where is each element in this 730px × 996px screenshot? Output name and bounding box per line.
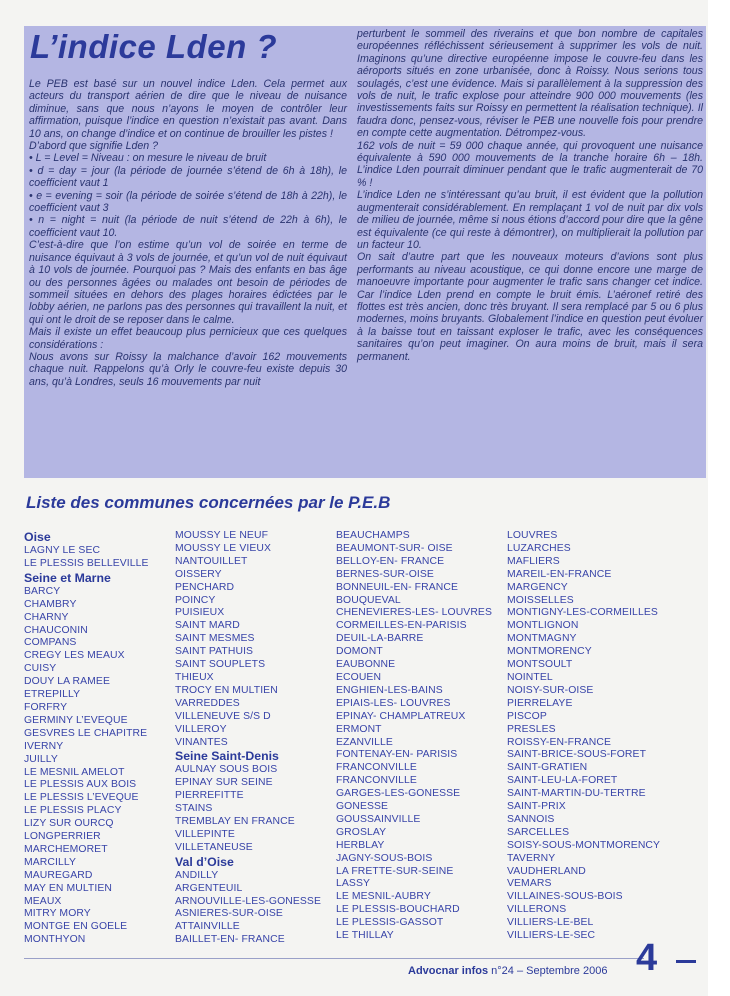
communes-column-2 — [175, 530, 321, 947]
commune-item: MAFLIERS — [507, 555, 560, 567]
commune-item: SAINT-MARTIN-DU-TERTRE — [507, 788, 646, 800]
commune-item: MOISSELLES — [507, 594, 574, 606]
commune-item: FORFRY — [24, 701, 68, 713]
commune-item: ERMONT — [336, 723, 382, 735]
commune-item: TAVERNY — [507, 852, 556, 864]
commune-item: EPINAY SUR SEINE — [175, 777, 273, 789]
commune-item: BERNES-SUR-OISE — [336, 568, 434, 580]
commune-item: MAREIL-EN-FRANCE — [507, 568, 612, 580]
commune-item: LE MESNIL-AUBRY — [336, 891, 431, 903]
commune-item: BEAUMONT-SUR- OISE — [336, 542, 453, 554]
commune-item: EZANVILLE — [336, 736, 393, 748]
commune-item: LE PLESSIS L’EVEQUE — [24, 792, 139, 804]
commune-item: SAINT SOUPLETS — [175, 659, 266, 671]
page-number: 4 — [636, 937, 658, 979]
commune-item: NOISY-SUR-OISE — [507, 684, 594, 696]
commune-item: SAINT MARD — [175, 620, 240, 632]
commune-item: GARGES-LES-GONESSE — [336, 788, 461, 800]
communes-column-3 — [336, 530, 492, 943]
commune-item: BONNEUIL-EN- FRANCE — [336, 581, 458, 593]
commune-item: OISSERY — [175, 568, 222, 580]
commune-item: LE THILLAY — [336, 930, 394, 942]
commune-item: SAINT PATHUIS — [175, 646, 254, 658]
commune-item: TREMBLAY EN FRANCE — [175, 816, 295, 828]
commune-item: PUISIEUX — [175, 607, 225, 619]
commune-item: ECOUEN — [336, 671, 382, 683]
article-paragraph: Nous avons sur Roissy la malchance d’avoir 162 mouvements chaque nuit. Rappelons qu’à Orly le couvre-feu existe depuis 30 ans, qu’à Londres, seuls 16 mouvements par nuit — [29, 350, 347, 388]
commune-item: SAINT-GRATIEN — [507, 762, 588, 774]
commune-item: SAINT-LEU-LA-FORET — [507, 775, 618, 787]
commune-item: SAINT MESMES — [175, 633, 255, 645]
commune-item: VEMARS — [507, 878, 552, 890]
commune-item: LIZY SUR OURCQ — [24, 818, 114, 830]
article-title: L’indice Lden ? — [30, 28, 278, 65]
commune-item: MONTMORENCY — [507, 646, 592, 658]
commune-item: PIERREFITTE — [175, 790, 244, 802]
article-paragraph: perturbent le sommeil des riverains et que bon nombre de capitales européennes réfléchissent sérieusement à supprimer les vols de nuit. Imaginons qu’une directive européenne impose le couvre-feu dans les aéroports situés en zone urbanisée, donc à Roissy. Nous serions tous soulagés, c’est une évidence. Mais si parallèlement à la suppression des vols de nuit, le trafic explose pour atteindre 900 000 mouvements (les investissements faits sur Roissy en permettent la réalisation technique). Il faudra donc, pensez-vous, réviser le PEB une nouvelle fois pour prendre en compte cette augmentation. Détrompez-vous. — [357, 28, 703, 140]
commune-item: LE PLESSIS PLACY — [24, 805, 122, 817]
commune-item: SOISY-SOUS-MONTMORENCY — [507, 839, 661, 851]
commune-item: LE PLESSIS-GASSOT — [336, 917, 444, 929]
commune-item: VAUDHERLAND — [507, 865, 586, 877]
commune-item: MITRY MORY — [24, 908, 91, 920]
commune-item: COMPANS — [24, 637, 77, 649]
commune-item: MAUREGARD — [24, 869, 93, 881]
article-left-column — [29, 78, 347, 388]
communes-column-4 — [507, 530, 660, 943]
region-heading: Val d’Oise — [175, 854, 234, 869]
commune-item: MONTSOULT — [507, 659, 573, 671]
commune-item: STAINS — [175, 803, 213, 815]
article-paragraph: • e = evening = soir (la période de soirée s’étend de 18h à 22h), le coefficient vaut 3 — [29, 189, 347, 215]
commune-item: MONTLIGNON — [507, 620, 579, 632]
commune-item: FRANCONVILLE — [336, 775, 417, 787]
region-heading: Oise — [24, 530, 51, 544]
commune-item: SANNOIS — [507, 813, 555, 825]
commune-item: DOUY LA RAMEE — [24, 676, 110, 688]
commune-item: FONTENAY-EN- PARISIS — [336, 749, 458, 761]
commune-item: EPINAY- CHAMPLATREUX — [336, 710, 466, 722]
commune-item: CUISY — [24, 663, 57, 675]
commune-item: TROCY EN MULTIEN — [175, 684, 278, 696]
commune-item: BEAUCHAMPS — [336, 530, 410, 541]
commune-item: LE MESNIL AMELOT — [24, 766, 125, 778]
commune-item: LASSY — [336, 878, 371, 890]
article-paragraph: D’abord que signifie Lden ? — [29, 140, 158, 153]
commune-item: EAUBONNE — [336, 659, 396, 671]
commune-item: PIERRELAYE — [507, 697, 573, 709]
commune-item: MONTHYON — [24, 934, 86, 946]
commune-item: GOUSSAINVILLE — [336, 813, 421, 825]
commune-item: BAILLET-EN- FRANCE — [175, 934, 285, 946]
article-paragraph: On sait d’autre part que les nouveaux moteurs d’avions sont plus performants au niveau acoustique, ce qui donne encore une marge de manoeuvre importante pour augmenter le trafic sans changer cet indice. Car l’indice Lden prend en compte le bruit émis. L’aéronef retiré des flottes est très ancien, donc très bruyant. Il sera remplacé par 5 ou 6 plus modernes, moins bruyants. Globalement l’indice en question peut évoluer à la baisse tout en taissant exploser le trafic, avec les conséquences sanitaires qu’on peut imaginer. On aura moins de bruit, mais il sera permanent. — [357, 251, 703, 363]
commune-item: ROISSY-EN-FRANCE — [507, 736, 611, 748]
commune-item: LE PLESSIS AUX BOIS — [24, 779, 137, 791]
region-heading: Seine et Marne — [24, 570, 111, 585]
commune-item: SAINT-PRIX — [507, 801, 566, 813]
article-paragraph: 162 vols de nuit = 59 000 chaque année, qui provoquent une nuisance équivalente à 590 000 mouvements de la tranche horaire 6h – 18h. L’indice Lden pourrait diminuer pendant que le trafic augmenterait de 70 % ! — [357, 139, 703, 189]
article-paragraph: Mais il existe un effet beaucoup plus pernicieux que ces quelques considérations : — [29, 326, 347, 351]
commune-item: DOMONT — [336, 646, 383, 658]
commune-item: CREGY LES MEAUX — [24, 650, 125, 662]
article-paragraph: Le PEB est basé sur un nouvel indice Lden. Cela permet aux acteurs du transport aérien de dire que le niveau de nuisance diminue, sans que nous n’ayons le moyen de contrôler leur affirmation, puisque l’indice en question n’existait pas avant. Dans 10 ans, on change d’indice et on continue de brouiller les pistes ! — [29, 78, 347, 140]
commune-item: LAGNY LE SEC — [24, 545, 101, 556]
footer-issue: n°24 – Septembre 2006 — [488, 965, 608, 977]
commune-item: BARCY — [24, 585, 61, 597]
commune-item: CHARNY — [24, 611, 69, 623]
commune-item: DEUIL-LA-BARRE — [336, 633, 424, 645]
commune-item: MAY EN MULTIEN — [24, 882, 112, 894]
commune-item: MONTGE EN GOELE — [24, 921, 128, 933]
commune-item: VILLEROY — [175, 723, 227, 735]
commune-item: HERBLAY — [336, 839, 385, 851]
commune-item: GESVRES LE CHAPITRE — [24, 727, 148, 739]
commune-item: VILLIERS-LE-BEL — [507, 917, 594, 929]
commune-item: VILLEPINTE — [175, 828, 235, 840]
commune-item: MEAUX — [24, 895, 62, 907]
footer-divider — [24, 958, 644, 959]
commune-item: MARCILLY — [24, 856, 76, 868]
commune-item: ASNIERES-SUR-OISE — [175, 908, 283, 920]
commune-item: MARCHEMORET — [24, 843, 108, 855]
commune-item: LONGPERRIER — [24, 831, 101, 843]
commune-item: ARNOUVILLE-LES-GONESSE — [175, 895, 321, 907]
article-right-column — [357, 28, 703, 363]
commune-item: FRANCONVILLE — [336, 762, 417, 774]
communes-title: Liste des communes concernées par le P.E.B — [26, 493, 391, 512]
commune-item: CHAMBRY — [24, 598, 77, 610]
commune-item: VINANTES — [175, 736, 228, 748]
commune-item: GROSLAY — [336, 826, 387, 838]
article-paragraph: • d = day = jour (la période de journée s’étend de 6h à 18h), le coefficient vaut 1 — [29, 164, 347, 190]
commune-item: VILLAINES-SOUS-BOIS — [507, 891, 623, 903]
commune-item: VILLERONS — [507, 904, 567, 916]
commune-item: JAGNY-SOUS-BOIS — [336, 852, 433, 864]
communes-column-1 — [24, 530, 149, 947]
commune-item: VILLENEUVE S/S D — [175, 710, 271, 722]
commune-item: ARGENTEUIL — [175, 882, 243, 894]
footer-publication: Advocnar infos — [408, 965, 489, 977]
commune-item: MARGENCY — [507, 581, 568, 593]
commune-item: GONESSE — [336, 801, 389, 813]
commune-item: SARCELLES — [507, 826, 570, 838]
commune-item: NANTOUILLET — [175, 555, 248, 567]
commune-item: ANDILLY — [175, 869, 219, 881]
commune-item: VILLIERS-LE-SEC — [507, 930, 596, 942]
article-paragraph: L’indice Lden ne s’intéressant qu’au bruit, il est évident que la pollution augmenterait considérablement. En remplaçant 1 vol de nuit par dix vols de milieu de journée, même si nous étions d’accord pour dire que la gêne est équivalente (ce qui reste à démontrer), on multiplierait la pollution par un facteur 10. — [357, 189, 703, 251]
commune-item: BOUQUEVAL — [336, 594, 401, 606]
commune-item: MOUSSY LE NEUF — [175, 530, 269, 541]
commune-item: BELLOY-EN- FRANCE — [336, 555, 445, 567]
commune-item: LE PLESSIS BELLEVILLE — [24, 557, 149, 569]
commune-item: LUZARCHES — [507, 542, 571, 554]
commune-item: CHENEVIERES-LES- LOUVRES — [336, 607, 492, 619]
region-heading: Seine Saint-Denis — [175, 749, 279, 764]
commune-item: MONTMAGNY — [507, 633, 577, 645]
commune-item: THIEUX — [175, 671, 214, 683]
commune-item: MONTIGNY-LES-CORMEILLES — [507, 607, 658, 619]
commune-item: PISCOP — [507, 710, 547, 722]
commune-item: LA FRETTE-SUR-SEINE — [336, 865, 454, 877]
commune-item: NOINTEL — [507, 671, 553, 683]
commune-item: LOUVRES — [507, 530, 558, 541]
commune-item: MOUSSY LE VIEUX — [175, 542, 272, 554]
commune-item: EPIAIS-LES- LOUVRES — [336, 697, 451, 709]
commune-item: ETREPILLY — [24, 689, 81, 701]
commune-item: CORMEILLES-EN-PARISIS — [336, 620, 467, 632]
commune-item: ENGHIEN-LES-BAINS — [336, 684, 443, 696]
commune-item: IVERNY — [24, 740, 64, 752]
footer-credit — [408, 965, 607, 977]
article-paragraph: • L = Level = Niveau : on mesure le niveau de bruit — [29, 152, 267, 165]
commune-item: JUILLY — [24, 753, 58, 765]
commune-item: POINCY — [175, 594, 216, 606]
commune-item: SAINT-BRICE-SOUS-FORET — [507, 749, 647, 761]
page-number-dash — [676, 960, 696, 963]
commune-item: AULNAY SOUS BOIS — [175, 764, 278, 776]
commune-item: PRESLES — [507, 723, 556, 735]
commune-item: PENCHARD — [175, 581, 235, 593]
page-edge — [708, 0, 730, 996]
commune-item: LE PLESSIS-BOUCHARD — [336, 904, 460, 916]
commune-item: GERMINY L’EVEQUE — [24, 714, 128, 726]
article-paragraph: C’est-à-dire que l’on estime qu’un vol de soirée en terme de nuisance équivaut à 3 vols de journée, et qu’un vol de nuit équivaut à 10 vols de journée. Pourquoi pas ? Mais des enfants en bas âge ou des personnes âgées ou malades ont besoin de périodes de sommeil situées en dehors des plages horaires édictées par le lobby aérien, ne parlons pas des personnes qui travaillent la nuit, et qui ont le droit de se reposer dans le calme. — [29, 239, 347, 326]
commune-item: VILLETANEUSE — [175, 841, 253, 853]
commune-item: CHAUCONIN — [24, 624, 88, 636]
commune-item: ATTAINVILLE — [175, 921, 240, 933]
commune-item: VARREDDES — [175, 697, 240, 709]
article-paragraph: • n = night = nuit (la période de nuit s’étend de 22h à 6h), le coefficient vaut 10. — [29, 214, 347, 239]
